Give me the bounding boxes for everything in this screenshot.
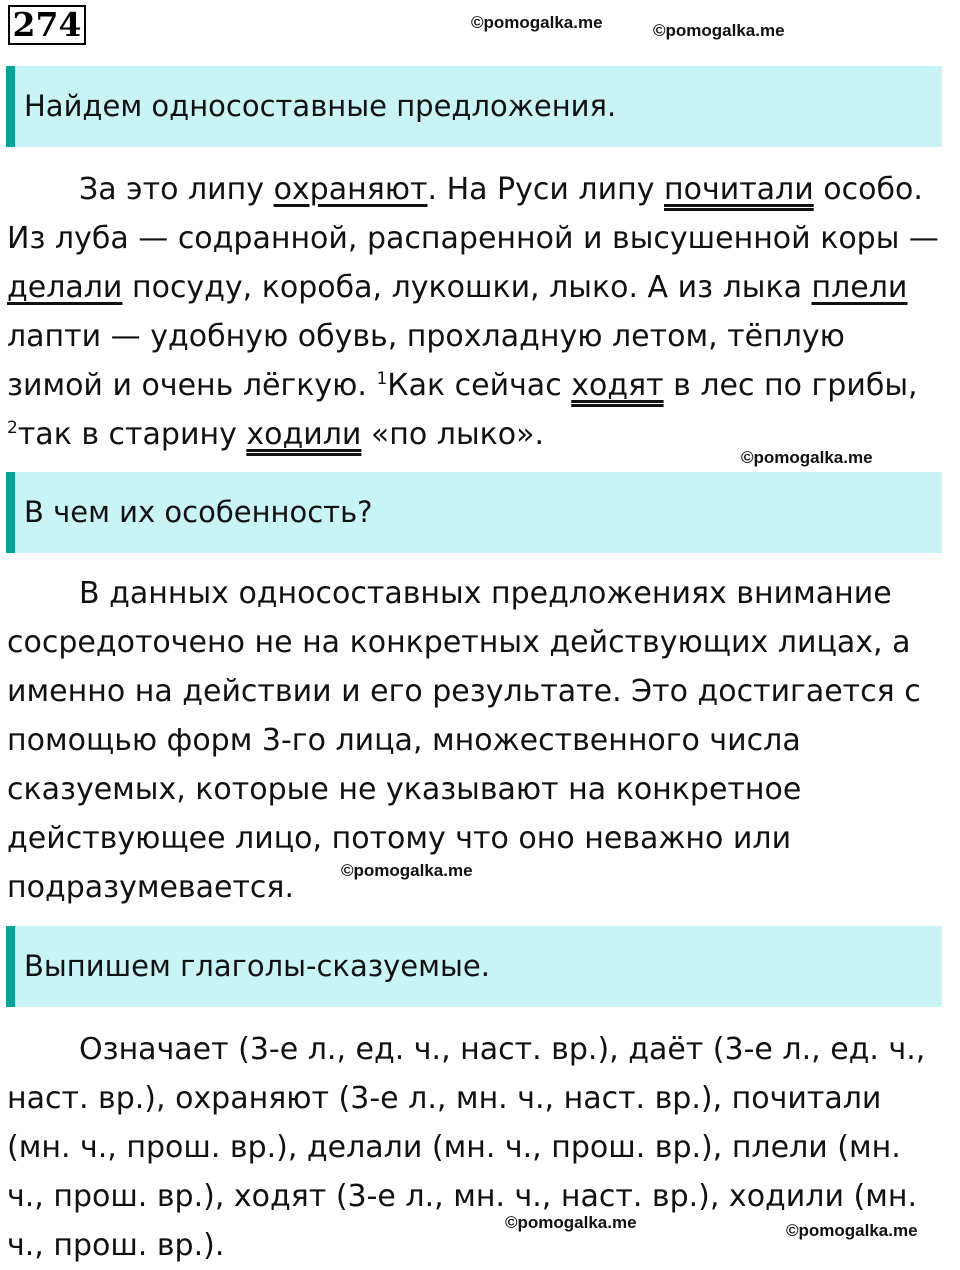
- predicate-word: ходили: [246, 417, 362, 452]
- section-heading-3: Выпишем глаголы-сказуемые.: [6, 926, 942, 1007]
- watermark: ©pomogalka.me: [471, 13, 603, 32]
- predicate-word: охраняют: [273, 172, 428, 207]
- section-heading-1: Найдем односоставные предложения.: [6, 66, 942, 147]
- watermark: ©pomogalka.me: [653, 21, 785, 40]
- section-1-text: За это липу охраняют. На Руси липу почитали особо. Из луба — содранной, распаренной и высушенной коры — делали посуду, короба, лукошки, лыко. А из лыка плели лапти — удобную обувь, прохладную летом, тёплую зимой и очень лёгкую. $^1$Как сейчас ходят в лес по грибы, $^2$так в старину ходили «по лыко».: [7, 172, 939, 452]
- section-3-text: Означает (3-е л., ед. ч., наст. вр.), даёт (3-е л., ед. ч., наст. вр.), охраняют (3-е л., мн. ч., наст. вр.), почитали (мн. ч., прош. вр.), делали (мн. ч., прош. вр.), плели (мн. ч., прош. вр.), ходят (3-е л., мн. ч., наст. вр.), ходили (мн. ч., прош. вр.).: [7, 1032, 926, 1263]
- watermark: ©pomogalka.me: [341, 861, 473, 880]
- task-number: 274: [8, 5, 86, 45]
- watermark: ©pomogalka.me: [505, 1213, 637, 1232]
- section-2-text: В данных односоставных предложениях внимание сосредоточено не на конкретных действующих лицах, а именно на действии и его результате. Это достигается с помощью форм 3-го лица, множественного числа сказуемых, которые не указывают на конкретное действующее лицо, потому что оно неважно или подразумевается.: [7, 576, 921, 905]
- predicate-word: делали: [7, 270, 123, 305]
- predicate-word: плели: [811, 270, 908, 305]
- predicate-word: ходят: [571, 368, 664, 403]
- watermark: ©pomogalka.me: [786, 1221, 918, 1240]
- section-heading-2: В чем их особенность?: [6, 472, 942, 553]
- footnote-marker: 1: [376, 369, 388, 389]
- predicate-word: почитали: [664, 172, 814, 207]
- watermark: ©pomogalka.me: [741, 448, 873, 467]
- footnote-marker: 2: [7, 418, 18, 438]
